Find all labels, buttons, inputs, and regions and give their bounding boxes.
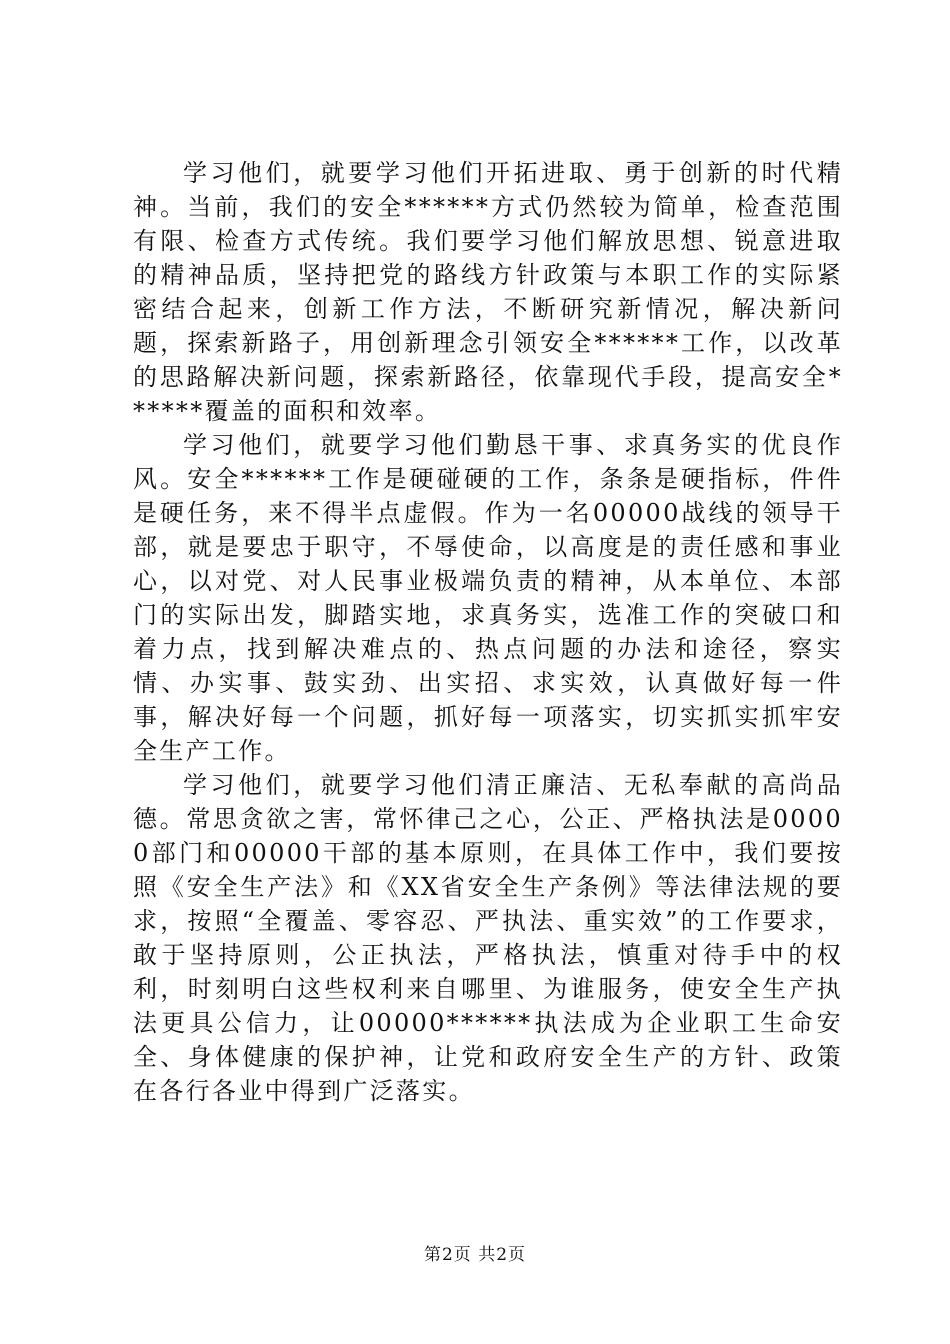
page-number-footer: 第2页 共2页 (423, 1245, 527, 1265)
body-paragraph: 学习他们，就要学习他们开拓进取、勇于创新的时代精神。当前，我们的安全******方式仍然较为简单，检查范围有限、检查方式传统。我们要学习他们解放思想、锐意进取的精神品质，坚持把党的路线方针政策与本职工作的实际紧密结合起来，创新工作方法，不断研究新情况，解决新问题，探索新路子，用创新理念引领安全******工作，以改革的思路解决新问题，探索新路径，依靠现代手段，提高安全******覆盖的面积和效率。 (133, 159, 843, 425)
body-paragraph: 学习他们，就要学习他们勤恳干事、求真务实的优良作风。安全******工作是硬碰硬的工作，条条是硬指标，件件是硬任务，来不得半点虚假。作为一名00000战线的领导干部，就是要忠于职守，不辱使命，以高度是的责任感和事业心，以对党、对人民事业极端负责的精神，从本单位、本部门的实际出发，脚踏实地，求真务实，选准工作的突破口和着力点，找到解决难点的、热点问题的办法和途径，察实情、办实事、鼓实劲、出实招、求实效，认真做好每一件事，解决好每一个问题，抓好每一项落实，切实抓实抓牢安全生产工作。 (133, 431, 843, 765)
document-body (133, 156, 843, 1108)
body-paragraph: 学习他们，就要学习他们清正廉洁、无私奉献的高尚品德。常思贪欲之害，常怀律己之心，公正、严格执法是00000部门和00000干部的基本原则，在具体工作中，我们要按照《安全生产法》和《XX省安全生产条例》等法律法规的要求，按照“全覆盖、零容忍、严执法、重实效”的工作要求，敢于坚持原则，公正执法，严格执法，慎重对待手中的权利，时刻明白这些权利来自哪里、为谁服务，使安全生产执法更具公信力，让00000******执法成为企业职工生命安全、身体健康的保护神，让党和政府安全生产的方针、政策在各行各业中得到广泛落实。 (133, 771, 843, 1105)
